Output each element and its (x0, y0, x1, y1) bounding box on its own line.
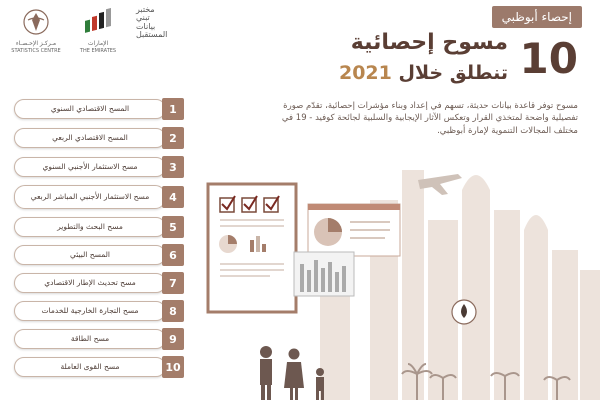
title-line-1: مسوح إحصائية (350, 30, 508, 55)
lab-line-2: تبني (136, 13, 150, 23)
survey-label: المسح الاقتصادي الربعي (14, 128, 166, 148)
survey-label: مسح تحديث الإطار الاقتصادي (14, 273, 166, 293)
survey-item (14, 244, 184, 266)
city-skyline-illustration (190, 160, 600, 400)
survey-label: المسح البيئي (14, 245, 166, 265)
lab-logo (136, 6, 196, 40)
emirates-logo (72, 8, 124, 54)
lab-line-4: المستقبل (136, 30, 168, 40)
title-number: 10 (519, 34, 578, 83)
title-line-2 (339, 62, 508, 84)
survey-number: 6 (162, 244, 184, 266)
survey-number: 7 (162, 272, 184, 294)
header-tag: إحصاء أبوظبي (492, 6, 582, 28)
title-line-2-text: تنطلق خلال (398, 62, 508, 84)
survey-item (14, 98, 184, 120)
pie-chart-panel-icon (308, 204, 400, 256)
people-icon (260, 346, 324, 400)
description: مسوح توفر قاعدة بيانات حديثة، تسهم في إعداد وبناء مؤشرات إحصائية، تقدّم صورة تفصيلية واضحة لمتخذي القرار وتعكس الآثار الإيجابية والسلبية لجائحة كوفيد - 19 في مختلف المجالات التنموية لإمارة أبوظبي. (281, 101, 578, 136)
title-year: 2021 (338, 62, 392, 84)
survey-label: المسح الاقتصادي السنوي (14, 99, 166, 119)
survey-number: 3 (162, 156, 184, 178)
report-document-icon (208, 184, 296, 312)
survey-label: مسح التجارة الخارجية للخدمات (14, 301, 166, 321)
statistics-centre-arabic: مـركـز الإحـصـاء (15, 40, 57, 47)
survey-number: 2 (162, 127, 184, 149)
survey-number: 4 (162, 186, 184, 208)
survey-item (14, 272, 184, 294)
lab-line-1: مختبر (136, 5, 155, 14)
statistics-centre-logo (10, 8, 62, 54)
survey-label: مسح الاستثمار الأجنبي المباشر الربعي (14, 185, 166, 209)
falcon-emblem-icon (21, 8, 51, 36)
survey-label: مسح القوى العاملة (14, 357, 166, 377)
survey-item (14, 184, 184, 210)
survey-item (14, 156, 184, 178)
survey-number: 1 (162, 98, 184, 120)
survey-label: مسح البحث والتطوير (14, 217, 166, 237)
oil-drop-icon (452, 300, 476, 324)
survey-item (14, 216, 184, 238)
survey-number: 9 (162, 328, 184, 350)
emirates-bars-icon (81, 8, 115, 36)
survey-number: 10 (162, 356, 184, 378)
survey-item (14, 356, 184, 378)
lab-line-3: بيانات (136, 21, 156, 31)
statistics-centre-english: STATISTICS CENTRE (11, 48, 61, 54)
survey-number: 8 (162, 300, 184, 322)
emirates-english: THE EMIRATES (79, 48, 117, 54)
survey-label: مسح الاستثمار الأجنبي السنوي (14, 157, 166, 177)
survey-item (14, 127, 184, 149)
emirates-arabic: الإمارات (87, 40, 109, 47)
bar-chart-panel-icon (294, 252, 354, 296)
survey-item (14, 328, 184, 350)
airplane-icon (418, 174, 462, 195)
survey-label: مسح الطاقة (14, 329, 166, 349)
survey-item (14, 300, 184, 322)
survey-number: 5 (162, 216, 184, 238)
